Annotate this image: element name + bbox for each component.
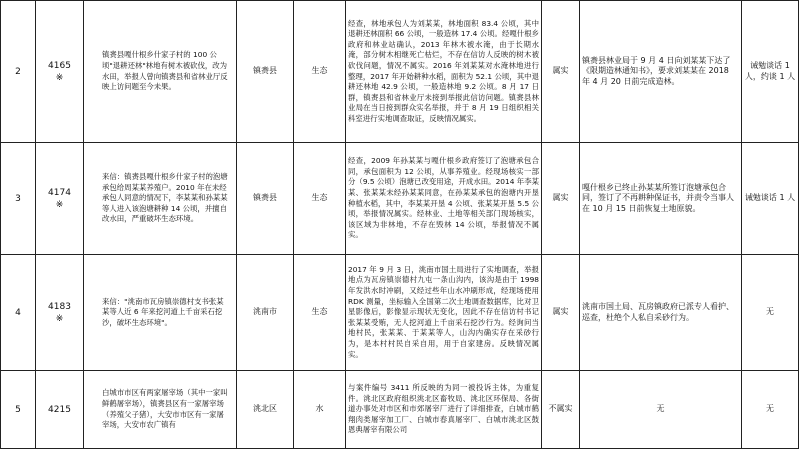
table-row <box>1 255 799 371</box>
region: 洮北区 <box>237 371 294 449</box>
handling-text: 无 <box>580 371 742 449</box>
row-seq: 3 <box>1 143 36 255</box>
complaint-text: 白城市市区有两家屠宰场（其中一家叫鲜鹤屠宰场），镇赉县区有一家屠宰场（养殖父子猪），大安市市区有一家屠宰场，大安市农广镇有 <box>84 371 237 449</box>
case-id-cell <box>36 255 84 371</box>
case-id: 4165 <box>48 60 71 71</box>
table-row <box>1 143 799 255</box>
handling-text: 洮南市国土局、瓦房镇政府已派专人看护、巡查，杜绝个人私自采砂行为。 <box>580 255 742 371</box>
case-id: 4215 <box>48 404 71 415</box>
issue-type: 生态 <box>294 255 346 371</box>
region: 镇赉县 <box>237 1 294 143</box>
row-seq: 4 <box>1 255 36 371</box>
complaint-text: 来信：镇赉县嘎什根乡什家子村的泡塘承包给周某某养殖户。2010 年在未经承包人同意的情况下，李某某和孙某某等人进入该泡塘耕种 14 公顷，并擅自改水田，严重破坏生态环境。 <box>84 143 237 255</box>
row-seq: 5 <box>1 371 36 449</box>
issue-type: 水 <box>294 371 346 449</box>
issue-type: 生态 <box>294 1 346 143</box>
accountability: 诫勉谈话 1 人 <box>742 143 799 255</box>
verdict: 属实 <box>542 1 580 143</box>
case-mark: ※ <box>55 72 64 83</box>
table-row <box>1 371 799 449</box>
region: 镇赉县 <box>237 143 294 255</box>
case-mark: ※ <box>55 313 64 324</box>
handling-text: 嘎什根乡已终止孙某某所签订泡塘承包合同，签订了不再耕种保证书，并责令当事人在 10 月 15 日前恢复土地原貌。 <box>580 143 742 255</box>
accountability: 无 <box>742 371 799 449</box>
region: 洮南市 <box>237 255 294 371</box>
case-id: 4183 <box>48 301 71 312</box>
handling-text: 镇赉县林业局于 9 月 4 日向刘某某下达了《限期造林通知书》，要求刘某某在 2018 年 4 月 20 日前完成造林。 <box>580 1 742 143</box>
investigation-text: 经查，林地承包人为刘某某，林地面积 83.4 公顷，其中退耕还林面积 66 公顷，一般造林 17.4 公顷。经嘎什根乡政府和林业站确认，2013 年林木被水淹，由于长期水淹，部分树木相继死亡枯烂，不存在信访人反映的树木被砍伐问题，情况不属实。2016 年刘某某对水淹林地进行整理，2017 年开始耕种水稻，面积为 52.1 公顷，其中退耕还林地 42.9 公顷，一般造林地 9.2 公顷。8 月 17 日群，镇赉县和省林业厅未接到举报此信访问题。镇赉县林业局在当日接到群众实名举报，并于 8 月 19 日组织相关科室进行实地调查取证，反映情况属实。 <box>346 1 542 143</box>
case-mark: ※ <box>55 199 64 210</box>
case-id-cell <box>36 371 84 449</box>
verdict: 不属实 <box>542 371 580 449</box>
case-id-cell <box>36 143 84 255</box>
complaint-text: 镇赉县嘎什根乡什家子村的 100 公顷"退耕还林"林地有树木被砍伐，改为水田，举报人曾向镇赉县和省林业厅反映上访问题至今未果。 <box>84 1 237 143</box>
accountability: 诫勉谈话 1 人，约谈 1 人 <box>742 1 799 143</box>
row-seq: 2 <box>1 1 36 143</box>
case-id: 4174 <box>48 187 71 198</box>
case-id-cell <box>36 1 84 143</box>
accountability: 无 <box>742 255 799 371</box>
complaint-text: 来信："洮南市瓦房镇崇德村支书张某某等人近 6 年来挖河道上千亩采石挖沙，破坏生态环境"。 <box>84 255 237 371</box>
investigation-text: 2017 年 9 月 3 日，洮南市国土局进行了实地调查，举报地点为瓦房镇崇德村九屯一条山沟内，该沟是由于 1998 年发洪水时冲刷，又经过些年山水冲刷形成，经现场使用 RDK 测量，坐标输入全国第二次土地调查数据库，比对卫星影像后，影像显示现状无变化，因此不存在信访村书记张某某受贿，无人挖河道上千亩采石挖沙行为。经询问当地村民，张某某、于某某等人，山沟内确实存在采砂行为，是本村村民自采自用，用于自家建房。反映情况属实。 <box>346 255 542 371</box>
investigation-text: 与案件编号 3411 所反映的为同一被投诉主体，为重复件。洮北区政府组织洮北区畜牧局、洮北区环保局、各街道办事处对市区和市郊屠宰厂进行了详细排查，白城市鹤翔肉类屠宰加工厂、白城市春真屠宰厂、白城市洮北区鼓恩典屠宰有限公司 <box>346 371 542 449</box>
investigation-text: 经查，2009 年孙某某与嘎什根乡政府签订了泡塘承包合同，承包面积为 12 公顷，从事养殖业。经现场核实一部分（9.5 公顷）泡塘已改变用途，开成水田。2014 年李某某、张某某未经孙某某同意，在孙某某承包的泡塘内开垦种植水稻，其中，李某某开垦 4 公顷、张某某开垦 5.5 公顷，举报情况属实。经林业、土地等相关部门现场核实，该区域为非林地，不存在毁林 14 公顷，举报情况不属实。 <box>346 143 542 255</box>
verdict: 属实 <box>542 255 580 371</box>
table-row <box>1 1 799 143</box>
issue-type: 生态 <box>294 143 346 255</box>
verdict: 属实 <box>542 143 580 255</box>
